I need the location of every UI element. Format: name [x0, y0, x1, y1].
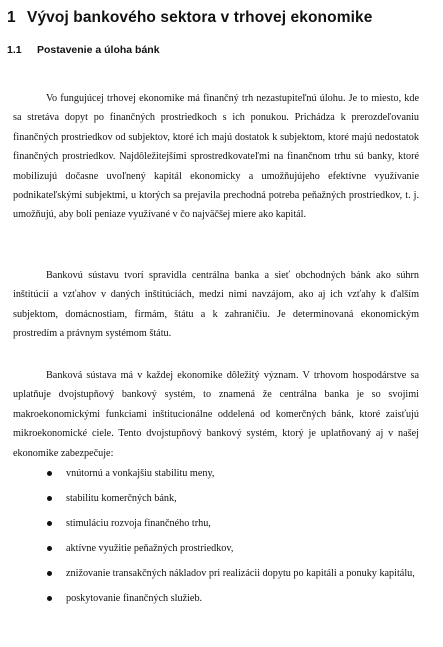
bullet-icon [47, 546, 52, 551]
bullet-icon [47, 496, 52, 501]
list-item: stabilitu komerčných bánk, [13, 489, 419, 508]
chapter-heading [7, 9, 437, 27]
section-number: 1.1 [7, 44, 22, 56]
chapter-number: 1 [7, 9, 16, 26]
list-item: vnútornú a vonkajšiu stabilitu meny, [13, 464, 419, 483]
paragraph-financial-market: Vo fungujúcej trhovej ekonomike má finančný trh nezastupiteľnú úlohu. Je to miesto, kde sa stretáva dopyt po finančných prostriedkoch s ich ponukou. Prichádza k prerozdeľovaniu finančných prostriedkov od subjektov, ktoré ich majú dostatok k subjektom, ktoré majú nedostatok finančných prostriedkov. Najdôležitejšími sprostredkovateľmi na finančnom trhu sú banky, ktoré mobilizujú dočasne uvoľnený kapitál ekonomicky a umožňujújeho efektívne využívanie podnikateľskými subjektmi, u ktorých sa prejavila prechodná potreba peňažných prostriedkov, t. j. umožňujú, aby boli peniaze využívané v čo najväčšej miere ako kapitál. [13, 93, 419, 221]
bullet-icon [47, 471, 52, 476]
bullet-icon [47, 571, 52, 576]
list-item: znižovanie transakčných nákladov pri realizácii dopytu po kapitáli a ponuky kapitálu, [13, 564, 419, 583]
paragraph-banking-system: Bankovú sústavu tvorí spravidla centrálna banka a sieť obchodných bánk ako súhrn inštitúcií a vzťahov v daných inštitúciách, medzi nimi navzájom, ako aj ich vzťahy k ďalším subjektom, domácnostiam, firmám, štátu a k zahraničiu. Je determinovaná ekonomickým prostredím a právnym systémom štátu. [13, 270, 419, 340]
paragraph-two-tier-system: Banková sústava má v každej ekonomike dôležitý význam. V trhovom hospodárstve sa uplatňuje dvojstupňový bankový systém, to znamená že centrálna banka je so svojimi makroekonomickými funkciami inštitucionálne oddelená od komerčných bánk, ktoré zaisťujú mikroekonomické ciele. Tento dvojstupňový bankový systém, ktorý je uplatňovaný aj v našej ekonomike zabezpečuje: [13, 370, 419, 459]
bullet-list [13, 464, 419, 613]
bullet-icon [47, 521, 52, 526]
list-item: aktívne využitie peňažných prostriedkov, [13, 539, 419, 558]
list-item: poskytovanie finančných služieb. [13, 589, 419, 608]
bullet-icon [47, 596, 52, 601]
section-heading [7, 44, 437, 56]
list-item: stimuláciu rozvoja finančného trhu, [13, 514, 419, 533]
section-title: Postavenie a úloha bánk [37, 44, 160, 56]
chapter-title: Vývoj bankového sektora v trhovej ekonomike [27, 9, 373, 26]
